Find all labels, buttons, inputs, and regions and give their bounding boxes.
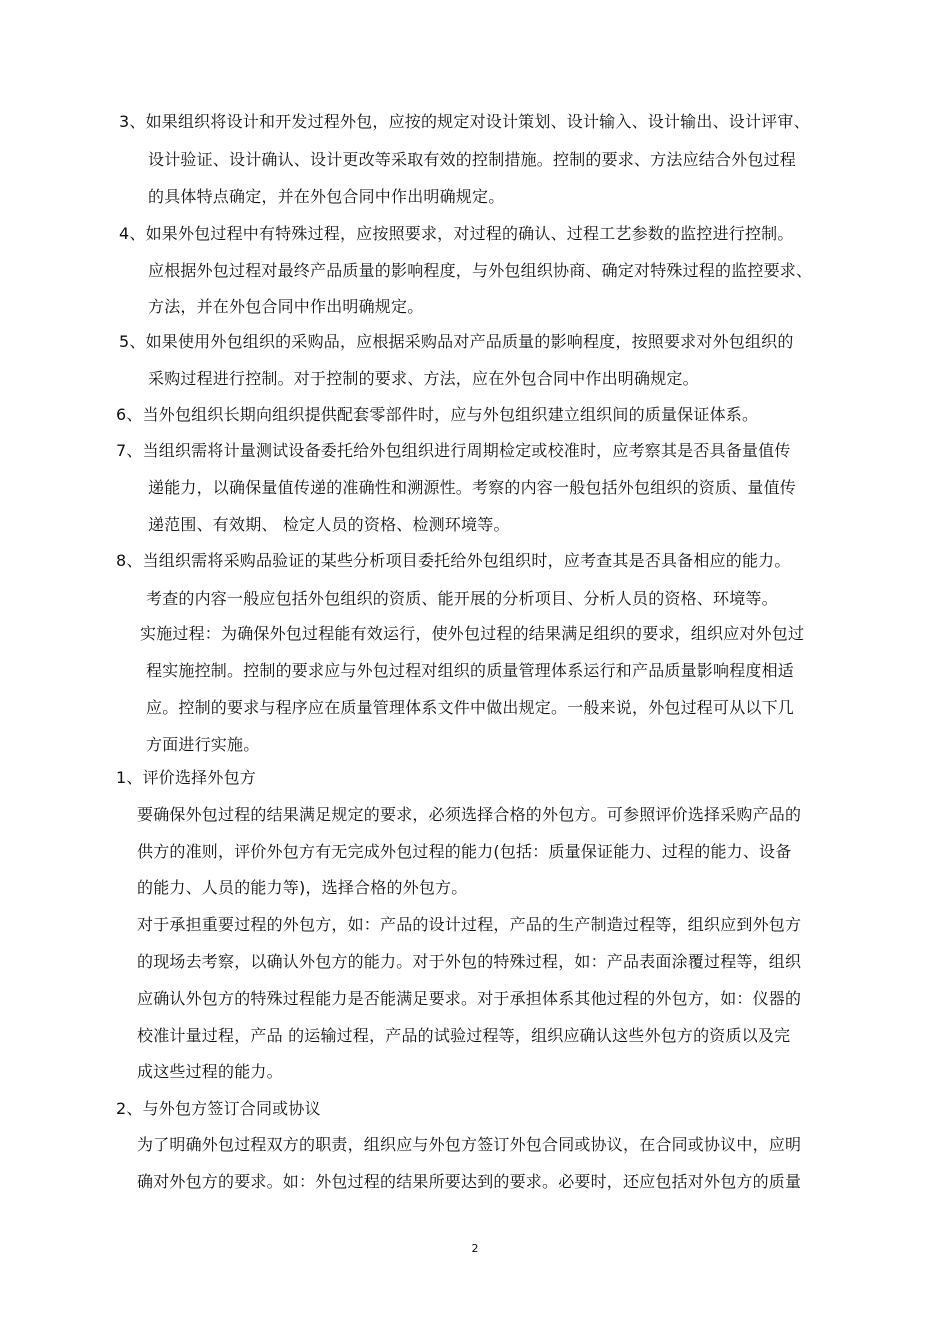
section-heading: 2、与外包方签订合同或协议 bbox=[116, 1099, 321, 1118]
page-number: 2 bbox=[471, 1242, 479, 1255]
text-line: 为了明确外包过程双方的职责，组织应与外包方签订外包合同或协议，在合同或协议中，应明 bbox=[137, 1135, 802, 1154]
text-line: 递能力，以确保量值传递的准确性和溯源性。考察的内容一般包括外包组织的资质、量值传 bbox=[148, 478, 797, 497]
text-line: 的具体特点确定，并在外包合同中作出明确规定。 bbox=[148, 187, 505, 206]
text-line: 对于承担重要过程的外包方，如：产品的设计过程，产品的生产制造过程等，组织应到外包方 bbox=[137, 915, 802, 934]
text-line: 设计验证、设计确认、设计更改等采取有效的控制措施。控制的要求、方法应结合外包过程 bbox=[148, 150, 797, 169]
text-line: 要确保外包过程的结果满足规定的要求，必须选择合格的外包方。可参照评价选择采购产品的 bbox=[137, 805, 802, 824]
text-line: 8、当组织需将采购品验证的某些分析项目委托给外包组织时，应考查其是否具备相应的能力。 bbox=[116, 551, 791, 570]
text-line: 方面进行实施。 bbox=[146, 735, 260, 754]
text-line: 应根据外包过程对最终产品质量的影响程度，与外包组织协商、确定对特殊过程的监控要求、 bbox=[148, 261, 813, 280]
text-line: 的现场去考察，以确认外包方的能力。对于外包的特殊过程，如：产品表面涂覆过程等，组织 bbox=[137, 952, 802, 971]
text-line: 供方的准则，评价外包方有无完成外包过程的能力(包括：质量保证能力、过程的能力、设备 bbox=[137, 842, 792, 861]
text-line: 校准计量过程，产品 的运输过程，产品的试验过程等，组织应确认这些外包方的资质以及完 bbox=[137, 1026, 791, 1045]
text-line: 成这些过程的能力。 bbox=[137, 1062, 283, 1081]
text-line: 确对外包方的要求。如：外包过程的结果所要达到的要求。必要时，还应包括对外包方的质量 bbox=[137, 1172, 802, 1191]
text-line: 采购过程进行控制。对于控制的要求、方法，应在外包合同中作出明确规定。 bbox=[148, 369, 699, 388]
text-line: 的能力、人员的能力等)，选择合格的外包方。 bbox=[137, 878, 468, 897]
section-heading: 1、评价选择外包方 bbox=[116, 768, 256, 787]
text-line: 程实施控制。控制的要求应与外包过程对组织的质量管理体系运行和产品质量影响程度相适 bbox=[146, 661, 795, 680]
text-line: 考查的内容一般应包括外包组织的资质、能开展的分析项目、分析人员的资格、环境等。 bbox=[146, 589, 778, 608]
text-line: 应确认外包方的特殊过程能力是否能满足要求。对于承担体系其他过程的外包方，如：仪器的 bbox=[137, 989, 802, 1008]
text-line: 应。控制的要求与程序应在质量管理体系文件中做出规定。一般来说，外包过程可从以下几 bbox=[146, 698, 795, 717]
text-line: 3、如果组织将设计和开发过程外包，应按的规定对设计策划、设计输入、设计输出、设计评审、 bbox=[119, 112, 810, 131]
text-line: 实施过程：为确保外包过程能有效运行，使外包过程的结果满足组织的要求，组织应对外包过 bbox=[140, 624, 805, 643]
text-line: 递范围、有效期、 检定人员的资格、检测环境等。 bbox=[148, 515, 510, 534]
text-line: 7、当组织需将计量测试设备委托给外包组织进行周期检定或校准时，应考察其是否具备量值传 bbox=[116, 441, 791, 460]
text-line: 5、如果使用外包组织的采购品，应根据采购品对产品质量的影响程度，按照要求对外包组织的 bbox=[119, 332, 794, 351]
text-line: 方法，并在外包合同中作出明确规定。 bbox=[148, 297, 424, 316]
text-line: 4、如果外包过程中有特殊过程，应按照要求，对过程的确认、过程工艺参数的监控进行控制。 bbox=[119, 224, 794, 243]
text-line: 6、当外包组织长期向组织提供配套零部件时，应与外包组织建立组织间的质量保证体系。 bbox=[116, 405, 759, 424]
